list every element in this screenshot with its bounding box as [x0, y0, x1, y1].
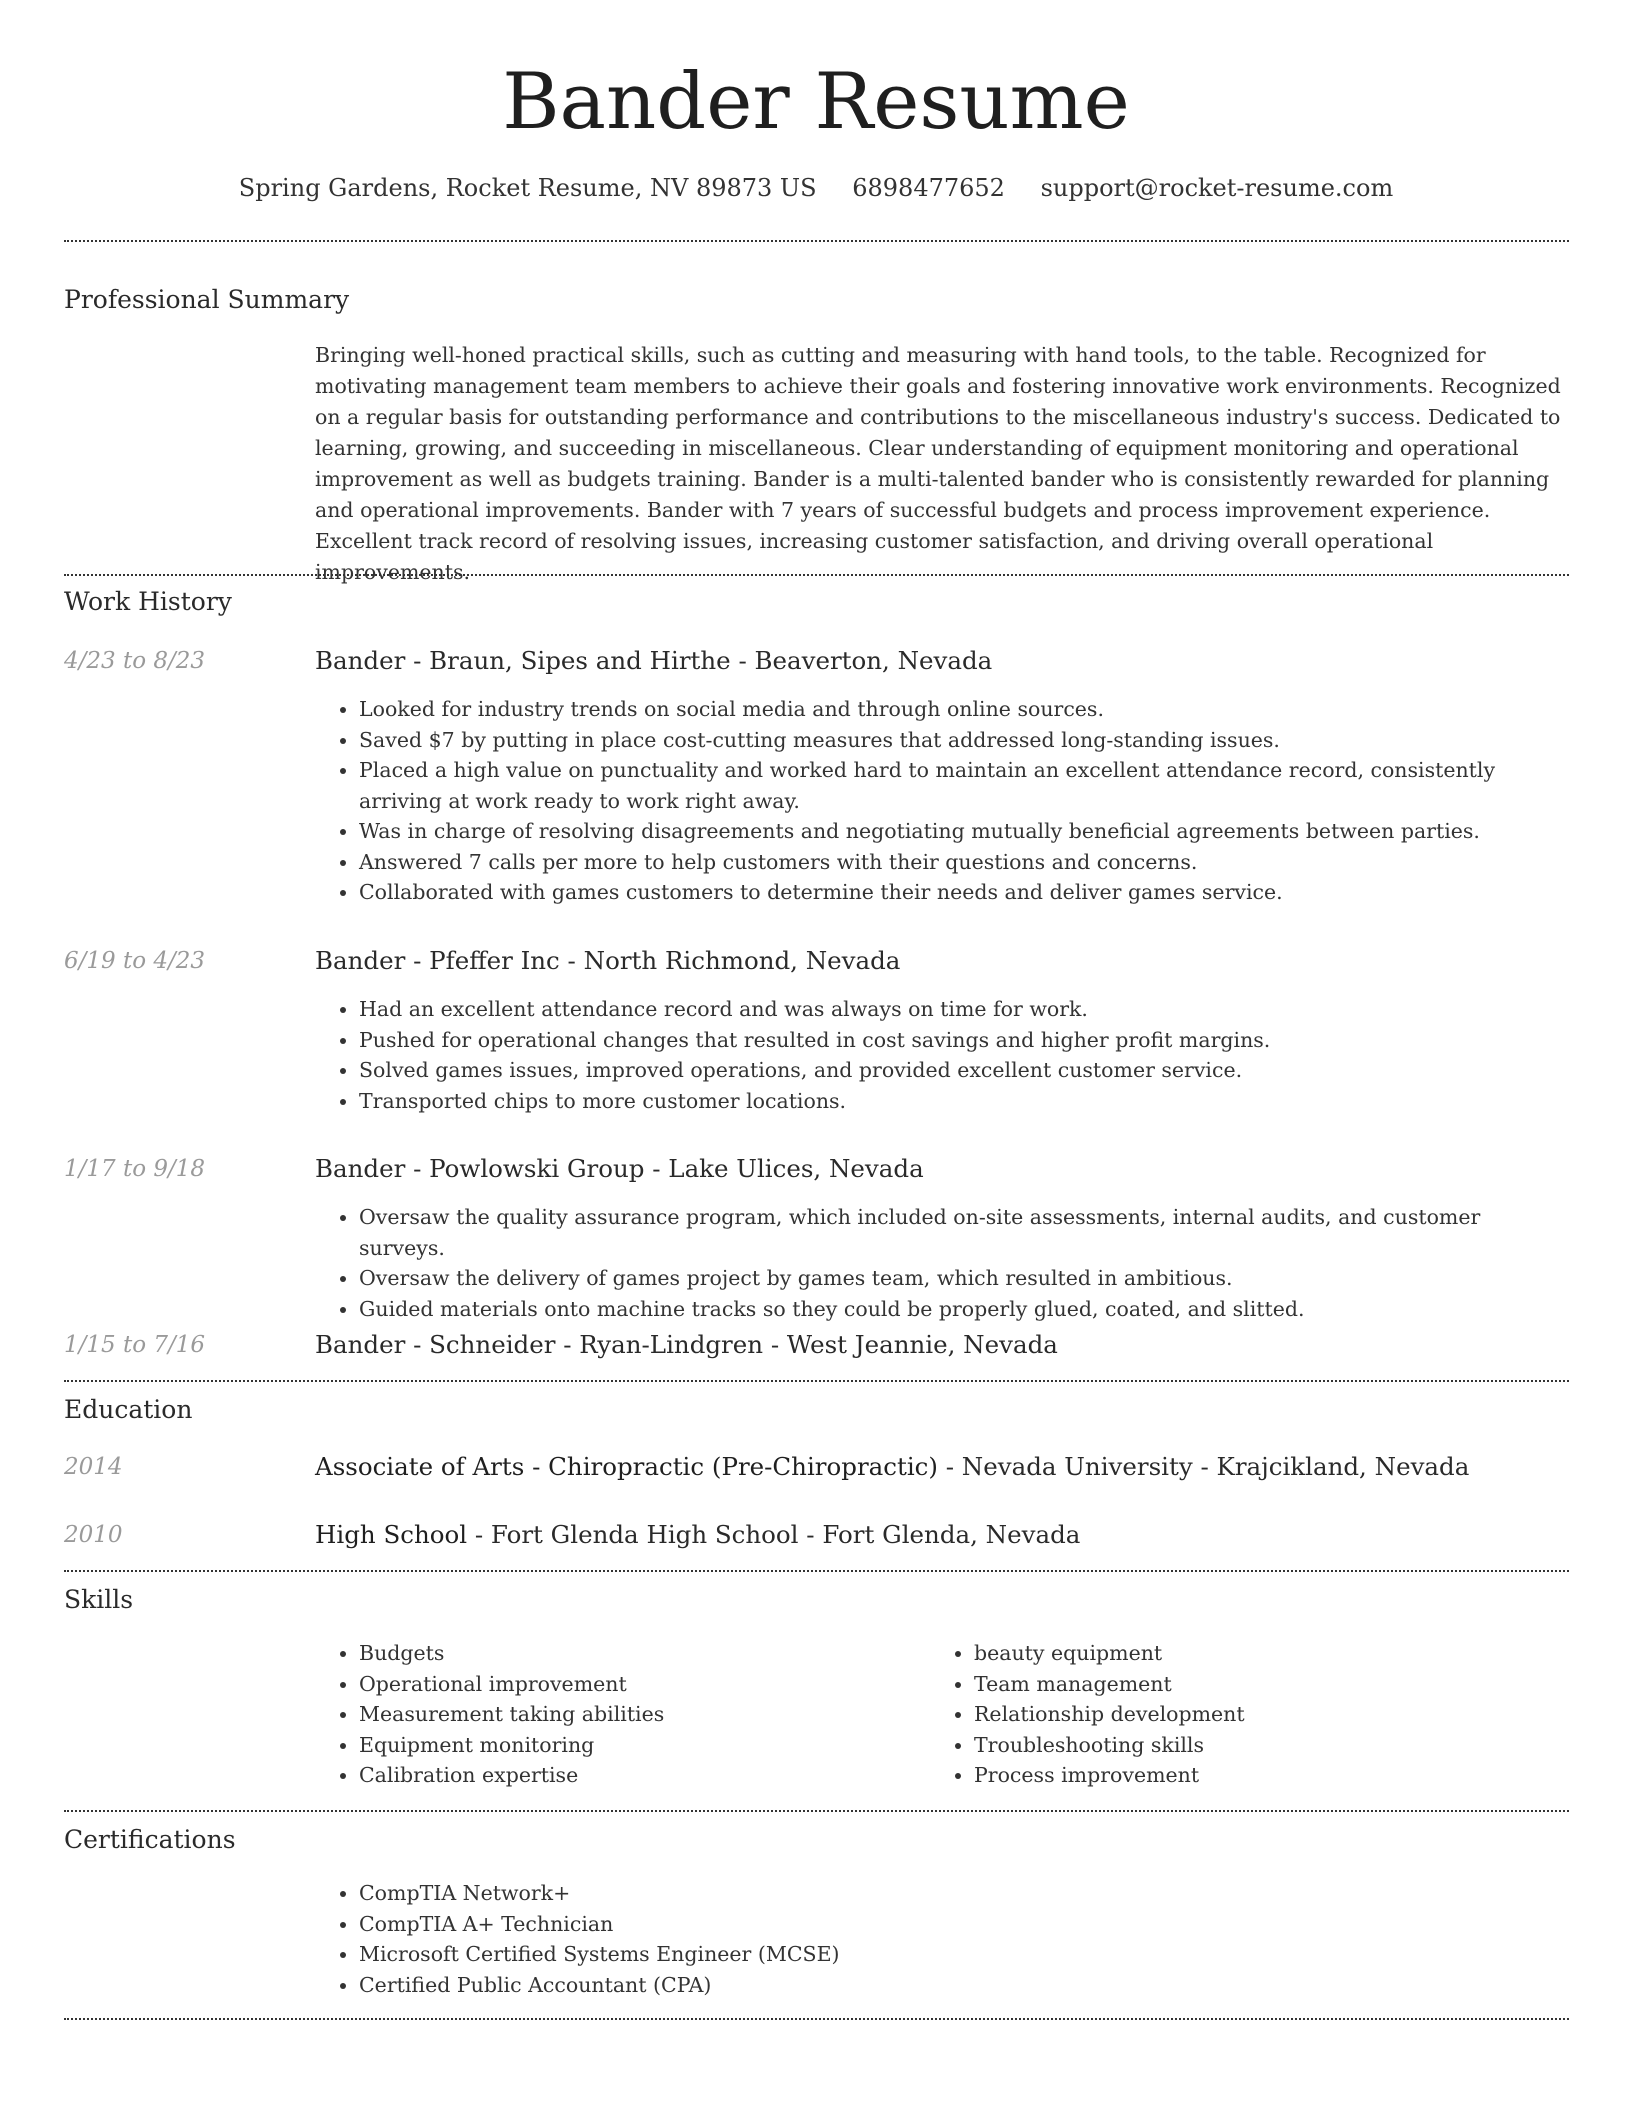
job-bullets	[315, 994, 1569, 1116]
skill-item: • Team management	[974, 1669, 1632, 1700]
list-item: • Saved $7 by putting in place cost-cutting measures that addressed long-standing issues.	[359, 725, 1569, 756]
education-school: - Nevada University - Krajcikland, Nevada	[937, 1452, 1470, 1481]
skill-item: • Troubleshooting skills	[974, 1730, 1632, 1761]
section-title-work-history: Work History	[64, 587, 232, 616]
divider	[64, 1380, 1569, 1382]
divider	[64, 1570, 1569, 1572]
skill-item: • Relationship development	[974, 1699, 1632, 1730]
section-title-education: Education	[64, 1395, 193, 1424]
list-item: • Placed a high value on punctuality and worked hard to maintain an excellent attendance record, consistently arriving at work ready to work right away.	[359, 755, 1569, 816]
job-bullets	[315, 694, 1569, 908]
education-entry	[315, 1518, 1569, 1552]
certification-item: • CompTIA A+ Technician	[359, 1909, 1569, 1940]
contact-line	[0, 170, 1632, 206]
list-item: • Pushed for operational changes that resulted in cost savings and higher profit margins.	[359, 1025, 1569, 1056]
job-bullets	[315, 1202, 1569, 1324]
job-title: Bander - Braun, Sipes and Hirthe - Beaverton, Nevada	[315, 646, 993, 675]
section-title-summary: Professional Summary	[64, 285, 350, 314]
list-item: • Had an excellent attendance record and was always on time for work.	[359, 994, 1569, 1025]
skill-item: • Equipment monitoring	[359, 1730, 1569, 1761]
contact-email[interactable]: support@rocket-resume.com	[1040, 174, 1394, 202]
list-item: • Answered 7 calls per more to help customers with their questions and concerns.	[359, 847, 1569, 878]
skill-item: • Measurement taking abilities	[359, 1699, 1569, 1730]
skill-item: • Operational improvement	[359, 1669, 1569, 1700]
list-item: • Oversaw the quality assurance program, which included on-site assessments, internal audits, and customer surveys.	[359, 1202, 1569, 1263]
certification-item: • Microsoft Certified Systems Engineer (MCSE)	[359, 1939, 1569, 1970]
list-item: • Was in charge of resolving disagreements and negotiating mutually beneficial agreements between parties.	[359, 816, 1569, 847]
education-degree: High School	[315, 1520, 468, 1549]
contact-phone: 6898477652	[852, 174, 1005, 202]
skill-item: • beauty equipment	[974, 1638, 1632, 1669]
skill-item: • Calibration expertise	[359, 1760, 1569, 1791]
job-dates: 1/15 to 7/16	[64, 1332, 206, 1358]
divider	[64, 574, 1569, 576]
education-year: 2010	[64, 1522, 123, 1548]
job-title: Bander - Pfeffer Inc - North Richmond, Nevada	[315, 946, 901, 975]
divider	[64, 1810, 1569, 1812]
contact-address: Spring Gardens, Rocket Resume, NV 89873 US	[238, 174, 817, 202]
education-degree: Associate of Arts - Chiropractic (Pre-Chiropractic)	[315, 1452, 938, 1481]
divider	[64, 2018, 1569, 2020]
summary-text: Bringing well-honed practical skills, such as cutting and measuring with hand tools, to the table. Recognized for motivating management team members to achieve their goals and fostering innovative work environments. Recognized on a regular basis for outstanding performance and contributions to the miscellaneous industry's success. Dedicated to learning, growing, and succeeding in miscellaneous. Clear understanding of equipment monitoring and operational improvement as well as budgets training. Bander is a multi-talented bander who is consistently rewarded for planning and operational improvements. Bander with 7 years of successful budgets and process improvement experience. Excellent track record of resolving issues, increasing customer satisfaction, and driving overall operational improvements.	[315, 343, 1561, 584]
job-title: Bander - Schneider - Ryan-Lindgren - West Jeannie, Nevada	[315, 1330, 1058, 1359]
skills-list-right	[930, 1638, 1632, 1791]
certification-item: • CompTIA Network+	[359, 1878, 1569, 1909]
list-item: • Transported chips to more customer locations.	[359, 1086, 1569, 1117]
list-item: • Oversaw the delivery of games project by games team, which resulted in ambitious.	[359, 1263, 1569, 1294]
job-dates: 4/23 to 8/23	[64, 648, 206, 674]
education-entry	[315, 1450, 1569, 1484]
skill-item: • Process improvement	[974, 1760, 1632, 1791]
job-dates: 1/17 to 9/18	[64, 1156, 206, 1182]
resume-name: Bander Resume	[502, 57, 1130, 147]
section-title-skills: Skills	[64, 1585, 134, 1614]
education-year: 2014	[64, 1454, 123, 1480]
divider	[64, 240, 1569, 242]
list-item: • Solved games issues, improved operations, and provided excellent customer service.	[359, 1055, 1569, 1086]
list-item: • Guided materials onto machine tracks so they could be properly glued, coated, and slitted.	[359, 1294, 1569, 1325]
job-title: Bander - Powlowski Group - Lake Ulices, Nevada	[315, 1154, 924, 1183]
list-item: • Looked for industry trends on social media and through online sources.	[359, 694, 1569, 725]
certifications-list	[315, 1878, 1569, 2000]
education-school: - Fort Glenda High School - Fort Glenda, Nevada	[467, 1520, 1081, 1549]
list-item: • Collaborated with games customers to determine their needs and deliver games service.	[359, 877, 1569, 908]
certification-item: • Certified Public Accountant (CPA)	[359, 1970, 1569, 2001]
skill-item: • Budgets	[359, 1638, 1569, 1669]
job-dates: 6/19 to 4/23	[64, 948, 206, 974]
section-title-certifications: Certifications	[64, 1825, 236, 1854]
